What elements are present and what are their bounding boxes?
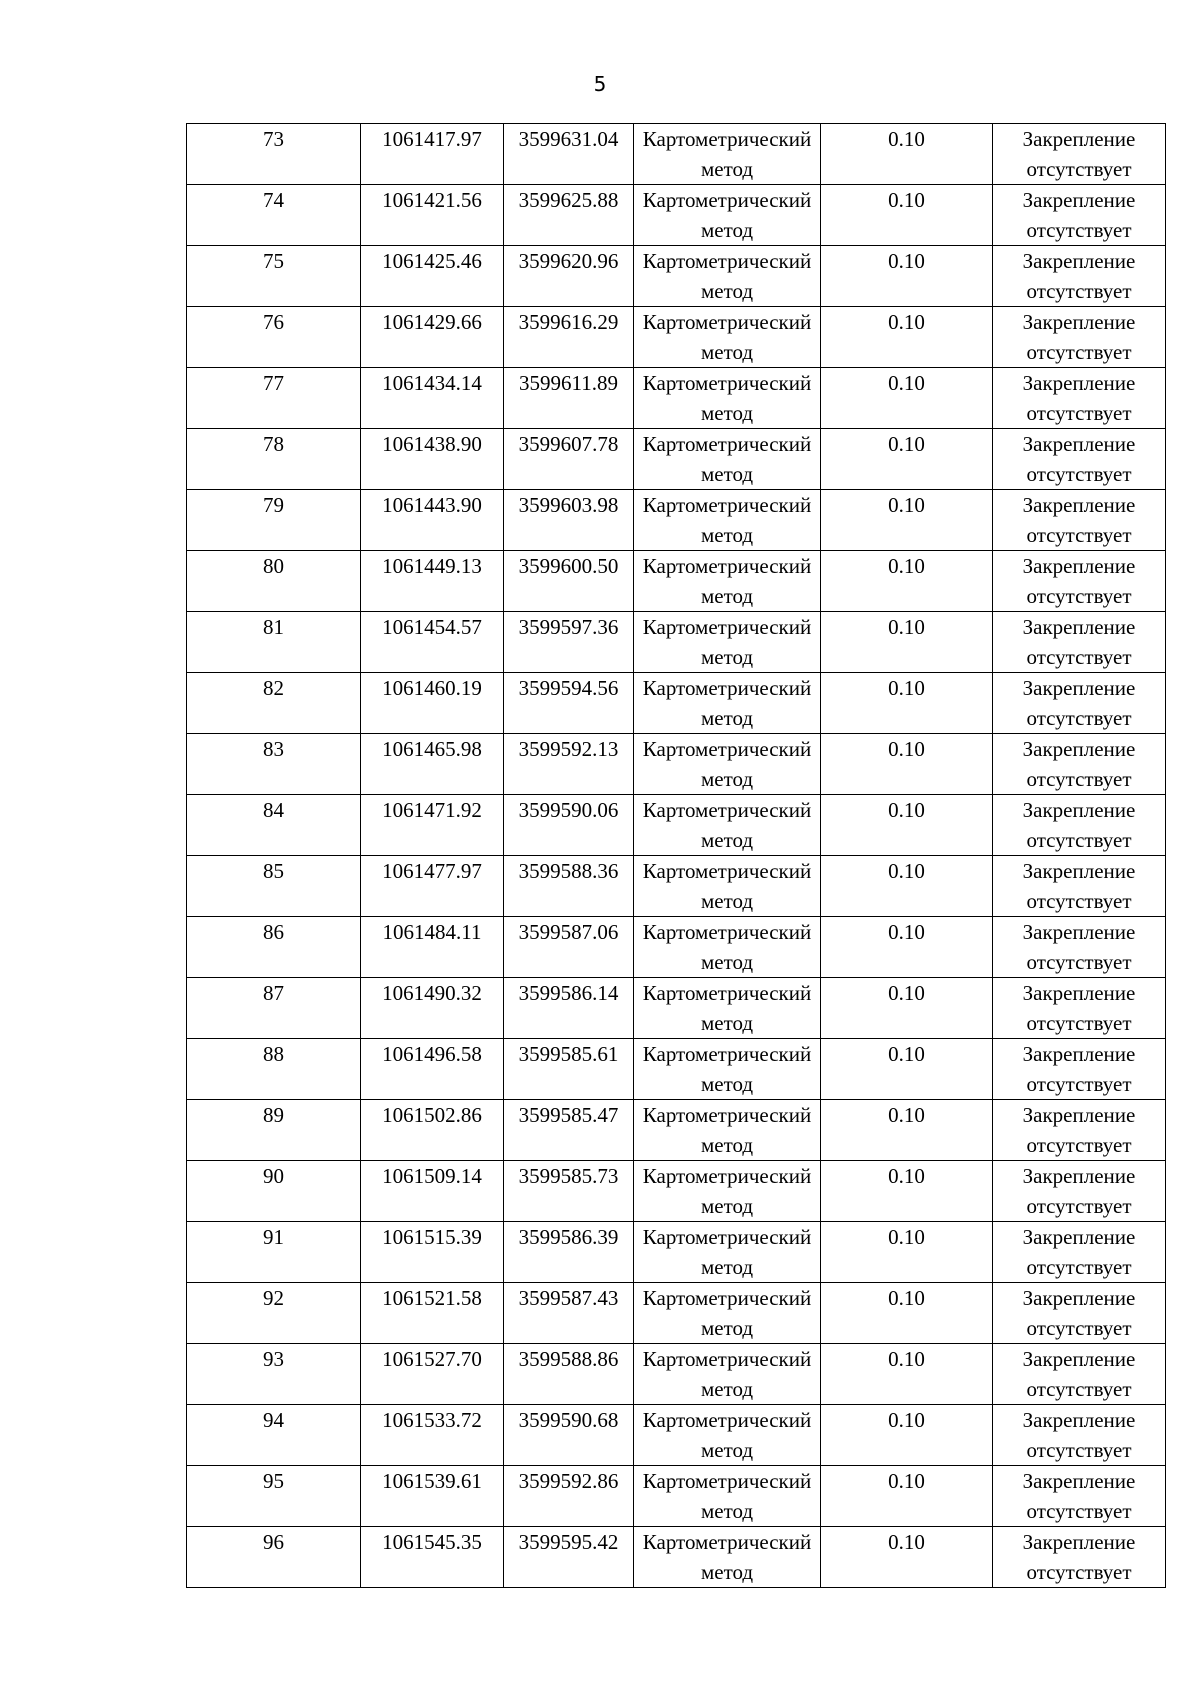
point-number-cell: 79: [187, 490, 361, 551]
method-line-1: Картометрический: [642, 615, 812, 639]
fixing-cell: [993, 124, 1166, 185]
method-cell: [634, 185, 821, 246]
table-row: [187, 1283, 1166, 1344]
accuracy-cell: 0.10: [821, 917, 993, 978]
fixing-line-1: Закрепление: [1022, 981, 1136, 1005]
fixing-cell: [993, 1344, 1166, 1405]
fixing-line-2: отсутствует: [1026, 828, 1132, 852]
fixing-line-2: отсутствует: [1026, 279, 1132, 303]
fixing-line-1: Закрепление: [1022, 1469, 1136, 1493]
method-line-2: метод: [700, 1438, 754, 1462]
method-line-2: метод: [700, 218, 754, 242]
fixing-cell: [993, 1222, 1166, 1283]
fixing-line-1: Закрепление: [1022, 1225, 1136, 1249]
y-coordinate-cell: 3599611.89: [504, 368, 634, 429]
point-number-cell: 86: [187, 917, 361, 978]
table-row: [187, 307, 1166, 368]
accuracy-cell: 0.10: [821, 1161, 993, 1222]
x-coordinate-cell: 1061460.19: [361, 673, 504, 734]
fixing-cell: [993, 429, 1166, 490]
fixing-cell: [993, 856, 1166, 917]
x-coordinate-cell: 1061545.35: [361, 1527, 504, 1588]
fixing-line-2: отсутствует: [1026, 950, 1132, 974]
method-cell: [634, 917, 821, 978]
method-line-2: метод: [700, 645, 754, 669]
x-coordinate-cell: 1061438.90: [361, 429, 504, 490]
table-row: [187, 368, 1166, 429]
fixing-line-2: отсутствует: [1026, 1194, 1132, 1218]
accuracy-cell: 0.10: [821, 124, 993, 185]
method-line-1: Картометрический: [642, 493, 812, 517]
table-row: [187, 1405, 1166, 1466]
method-line-2: метод: [700, 1011, 754, 1035]
fixing-line-2: отсутствует: [1026, 1133, 1132, 1157]
table-row: [187, 978, 1166, 1039]
x-coordinate-cell: 1061496.58: [361, 1039, 504, 1100]
table-row: [187, 673, 1166, 734]
method-line-2: метод: [700, 462, 754, 486]
point-number-cell: 91: [187, 1222, 361, 1283]
fixing-line-1: Закрепление: [1022, 1408, 1136, 1432]
y-coordinate-cell: 3599587.43: [504, 1283, 634, 1344]
x-coordinate-cell: 1061509.14: [361, 1161, 504, 1222]
accuracy-cell: 0.10: [821, 551, 993, 612]
method-cell: [634, 1039, 821, 1100]
y-coordinate-cell: 3599597.36: [504, 612, 634, 673]
x-coordinate-cell: 1061490.32: [361, 978, 504, 1039]
fixing-line-2: отсутствует: [1026, 1438, 1132, 1462]
point-number-cell: 82: [187, 673, 361, 734]
table-row: [187, 795, 1166, 856]
method-line-2: метод: [700, 706, 754, 730]
x-coordinate-cell: 1061429.66: [361, 307, 504, 368]
method-line-1: Картометрический: [642, 737, 812, 761]
table-row: [187, 856, 1166, 917]
y-coordinate-cell: 3599594.56: [504, 673, 634, 734]
table-row: [187, 734, 1166, 795]
fixing-line-1: Закрепление: [1022, 1103, 1136, 1127]
fixing-line-2: отсутствует: [1026, 1072, 1132, 1096]
x-coordinate-cell: 1061471.92: [361, 795, 504, 856]
accuracy-cell: 0.10: [821, 1100, 993, 1161]
fixing-line-1: Закрепление: [1022, 493, 1136, 517]
fixing-line-1: Закрепление: [1022, 310, 1136, 334]
method-cell: [634, 429, 821, 490]
method-line-2: метод: [700, 157, 754, 181]
y-coordinate-cell: 3599585.73: [504, 1161, 634, 1222]
point-number-cell: 74: [187, 185, 361, 246]
fixing-cell: [993, 1039, 1166, 1100]
table-row: [187, 917, 1166, 978]
x-coordinate-cell: 1061515.39: [361, 1222, 504, 1283]
method-cell: [634, 1161, 821, 1222]
method-cell: [634, 1100, 821, 1161]
x-coordinate-cell: 1061449.13: [361, 551, 504, 612]
point-number-cell: 77: [187, 368, 361, 429]
fixing-line-1: Закрепление: [1022, 1042, 1136, 1066]
accuracy-cell: 0.10: [821, 1344, 993, 1405]
method-cell: [634, 246, 821, 307]
fixing-line-1: Закрепление: [1022, 737, 1136, 761]
method-line-2: метод: [700, 1499, 754, 1523]
fixing-line-1: Закрепление: [1022, 1347, 1136, 1371]
method-cell: [634, 1222, 821, 1283]
method-line-1: Картометрический: [642, 554, 812, 578]
method-cell: [634, 795, 821, 856]
accuracy-cell: 0.10: [821, 246, 993, 307]
fixing-line-2: отсутствует: [1026, 645, 1132, 669]
fixing-cell: [993, 612, 1166, 673]
x-coordinate-cell: 1061484.11: [361, 917, 504, 978]
fixing-line-1: Закрепление: [1022, 432, 1136, 456]
point-number-cell: 89: [187, 1100, 361, 1161]
method-cell: [634, 124, 821, 185]
y-coordinate-cell: 3599625.88: [504, 185, 634, 246]
y-coordinate-cell: 3599616.29: [504, 307, 634, 368]
fixing-line-2: отсутствует: [1026, 340, 1132, 364]
point-number-cell: 75: [187, 246, 361, 307]
fixing-line-1: Закрепление: [1022, 1530, 1136, 1554]
accuracy-cell: 0.10: [821, 1283, 993, 1344]
method-cell: [634, 673, 821, 734]
table-row: [187, 1222, 1166, 1283]
method-cell: [634, 1405, 821, 1466]
y-coordinate-cell: 3599600.50: [504, 551, 634, 612]
method-cell: [634, 1527, 821, 1588]
method-line-1: Картометрический: [642, 1408, 812, 1432]
fixing-cell: [993, 1405, 1166, 1466]
point-number-cell: 94: [187, 1405, 361, 1466]
fixing-cell: [993, 368, 1166, 429]
x-coordinate-cell: 1061465.98: [361, 734, 504, 795]
accuracy-cell: 0.10: [821, 734, 993, 795]
method-line-2: метод: [700, 889, 754, 913]
y-coordinate-cell: 3599588.36: [504, 856, 634, 917]
table-row: [187, 246, 1166, 307]
method-line-2: метод: [700, 1194, 754, 1218]
coordinates-table: [186, 123, 1166, 1588]
accuracy-cell: 0.10: [821, 795, 993, 856]
method-line-2: метод: [700, 1072, 754, 1096]
table-row: [187, 185, 1166, 246]
method-line-2: метод: [700, 1316, 754, 1340]
x-coordinate-cell: 1061421.56: [361, 185, 504, 246]
table-row: [187, 1466, 1166, 1527]
fixing-cell: [993, 307, 1166, 368]
table-row: [187, 1344, 1166, 1405]
method-cell: [634, 1466, 821, 1527]
method-line-2: метод: [700, 279, 754, 303]
fixing-cell: [993, 490, 1166, 551]
fixing-cell: [993, 1527, 1166, 1588]
method-line-1: Картометрический: [642, 1469, 812, 1493]
method-line-2: метод: [700, 1133, 754, 1157]
table-row: [187, 124, 1166, 185]
method-line-1: Картометрический: [642, 920, 812, 944]
fixing-line-1: Закрепление: [1022, 615, 1136, 639]
method-cell: [634, 856, 821, 917]
fixing-line-2: отсутствует: [1026, 889, 1132, 913]
method-line-1: Картометрический: [642, 127, 812, 151]
fixing-line-1: Закрепление: [1022, 676, 1136, 700]
fixing-line-2: отсутствует: [1026, 218, 1132, 242]
fixing-cell: [993, 185, 1166, 246]
method-line-1: Картометрический: [642, 1347, 812, 1371]
method-line-2: метод: [700, 523, 754, 547]
method-line-2: метод: [700, 340, 754, 364]
method-line-1: Картометрический: [642, 981, 812, 1005]
y-coordinate-cell: 3599585.47: [504, 1100, 634, 1161]
accuracy-cell: 0.10: [821, 1039, 993, 1100]
fixing-cell: [993, 246, 1166, 307]
method-cell: [634, 490, 821, 551]
y-coordinate-cell: 3599585.61: [504, 1039, 634, 1100]
y-coordinate-cell: 3599587.06: [504, 917, 634, 978]
point-number-cell: 81: [187, 612, 361, 673]
method-line-1: Картометрический: [642, 1042, 812, 1066]
accuracy-cell: 0.10: [821, 368, 993, 429]
method-cell: [634, 734, 821, 795]
accuracy-cell: 0.10: [821, 307, 993, 368]
method-line-2: метод: [700, 767, 754, 791]
fixing-line-1: Закрепление: [1022, 127, 1136, 151]
y-coordinate-cell: 3599590.68: [504, 1405, 634, 1466]
fixing-line-1: Закрепление: [1022, 920, 1136, 944]
accuracy-cell: 0.10: [821, 978, 993, 1039]
y-coordinate-cell: 3599590.06: [504, 795, 634, 856]
fixing-cell: [993, 978, 1166, 1039]
point-number-cell: 85: [187, 856, 361, 917]
fixing-line-1: Закрепление: [1022, 859, 1136, 883]
table-row: [187, 490, 1166, 551]
fixing-line-1: Закрепление: [1022, 554, 1136, 578]
fixing-line-1: Закрепление: [1022, 188, 1136, 212]
fixing-line-2: отсутствует: [1026, 1255, 1132, 1279]
method-line-1: Картометрический: [642, 1530, 812, 1554]
x-coordinate-cell: 1061425.46: [361, 246, 504, 307]
fixing-line-1: Закрепление: [1022, 1286, 1136, 1310]
method-cell: [634, 551, 821, 612]
method-line-1: Картометрический: [642, 1225, 812, 1249]
accuracy-cell: 0.10: [821, 490, 993, 551]
method-cell: [634, 1283, 821, 1344]
fixing-cell: [993, 1466, 1166, 1527]
x-coordinate-cell: 1061539.61: [361, 1466, 504, 1527]
table-row: [187, 1039, 1166, 1100]
method-cell: [634, 307, 821, 368]
method-line-1: Картометрический: [642, 432, 812, 456]
x-coordinate-cell: 1061521.58: [361, 1283, 504, 1344]
y-coordinate-cell: 3599586.14: [504, 978, 634, 1039]
method-line-1: Картометрический: [642, 310, 812, 334]
fixing-line-2: отсутствует: [1026, 462, 1132, 486]
fixing-cell: [993, 917, 1166, 978]
fixing-line-2: отсутствует: [1026, 1377, 1132, 1401]
accuracy-cell: 0.10: [821, 429, 993, 490]
fixing-line-2: отсутствует: [1026, 1316, 1132, 1340]
fixing-line-2: отсутствует: [1026, 706, 1132, 730]
fixing-line-2: отсутствует: [1026, 584, 1132, 608]
fixing-cell: [993, 551, 1166, 612]
fixing-line-2: отсутствует: [1026, 1011, 1132, 1035]
method-cell: [634, 612, 821, 673]
method-line-2: метод: [700, 584, 754, 608]
fixing-line-2: отсутствует: [1026, 401, 1132, 425]
method-line-1: Картометрический: [642, 859, 812, 883]
x-coordinate-cell: 1061502.86: [361, 1100, 504, 1161]
table-row: [187, 612, 1166, 673]
method-line-1: Картометрический: [642, 1286, 812, 1310]
y-coordinate-cell: 3599588.86: [504, 1344, 634, 1405]
accuracy-cell: 0.10: [821, 1527, 993, 1588]
x-coordinate-cell: 1061477.97: [361, 856, 504, 917]
method-line-2: метод: [700, 828, 754, 852]
coordinates-table-body: [187, 124, 1166, 1588]
fixing-cell: [993, 734, 1166, 795]
fixing-line-1: Закрепление: [1022, 798, 1136, 822]
fixing-cell: [993, 1161, 1166, 1222]
point-number-cell: 73: [187, 124, 361, 185]
point-number-cell: 87: [187, 978, 361, 1039]
method-line-1: Картометрический: [642, 371, 812, 395]
x-coordinate-cell: 1061527.70: [361, 1344, 504, 1405]
accuracy-cell: 0.10: [821, 185, 993, 246]
fixing-cell: [993, 1100, 1166, 1161]
y-coordinate-cell: 3599586.39: [504, 1222, 634, 1283]
table-row: [187, 1100, 1166, 1161]
fixing-line-2: отсутствует: [1026, 523, 1132, 547]
point-number-cell: 95: [187, 1466, 361, 1527]
y-coordinate-cell: 3599631.04: [504, 124, 634, 185]
method-cell: [634, 1344, 821, 1405]
fixing-cell: [993, 795, 1166, 856]
method-cell: [634, 368, 821, 429]
point-number-cell: 76: [187, 307, 361, 368]
table-row: [187, 429, 1166, 490]
x-coordinate-cell: 1061443.90: [361, 490, 504, 551]
fixing-line-2: отсутствует: [1026, 157, 1132, 181]
y-coordinate-cell: 3599620.96: [504, 246, 634, 307]
point-number-cell: 80: [187, 551, 361, 612]
method-line-1: Картометрический: [642, 1103, 812, 1127]
y-coordinate-cell: 3599595.42: [504, 1527, 634, 1588]
accuracy-cell: 0.10: [821, 856, 993, 917]
fixing-line-1: Закрепление: [1022, 371, 1136, 395]
method-line-2: метод: [700, 401, 754, 425]
method-line-2: метод: [700, 1560, 754, 1584]
fixing-line-1: Закрепление: [1022, 1164, 1136, 1188]
page-number: 5: [593, 72, 607, 96]
method-line-1: Картометрический: [642, 1164, 812, 1188]
y-coordinate-cell: 3599592.13: [504, 734, 634, 795]
method-line-1: Картометрический: [642, 676, 812, 700]
point-number-cell: 93: [187, 1344, 361, 1405]
y-coordinate-cell: 3599607.78: [504, 429, 634, 490]
accuracy-cell: 0.10: [821, 673, 993, 734]
method-line-2: метод: [700, 950, 754, 974]
table-row: [187, 1527, 1166, 1588]
y-coordinate-cell: 3599592.86: [504, 1466, 634, 1527]
x-coordinate-cell: 1061454.57: [361, 612, 504, 673]
method-line-1: Картометрический: [642, 798, 812, 822]
y-coordinate-cell: 3599603.98: [504, 490, 634, 551]
point-number-cell: 84: [187, 795, 361, 856]
fixing-line-2: отсутствует: [1026, 1499, 1132, 1523]
method-line-2: метод: [700, 1377, 754, 1401]
point-number-cell: 88: [187, 1039, 361, 1100]
point-number-cell: 83: [187, 734, 361, 795]
table-row: [187, 551, 1166, 612]
fixing-cell: [993, 673, 1166, 734]
fixing-line-2: отсутствует: [1026, 1560, 1132, 1584]
accuracy-cell: 0.10: [821, 1222, 993, 1283]
accuracy-cell: 0.10: [821, 1405, 993, 1466]
accuracy-cell: 0.10: [821, 1466, 993, 1527]
method-line-2: метод: [700, 1255, 754, 1279]
fixing-line-1: Закрепление: [1022, 249, 1136, 273]
x-coordinate-cell: 1061417.97: [361, 124, 504, 185]
method-line-1: Картометрический: [642, 249, 812, 273]
table-row: [187, 1161, 1166, 1222]
method-line-1: Картометрический: [642, 188, 812, 212]
method-cell: [634, 978, 821, 1039]
point-number-cell: 78: [187, 429, 361, 490]
x-coordinate-cell: 1061533.72: [361, 1405, 504, 1466]
fixing-cell: [993, 1283, 1166, 1344]
x-coordinate-cell: 1061434.14: [361, 368, 504, 429]
accuracy-cell: 0.10: [821, 612, 993, 673]
point-number-cell: 90: [187, 1161, 361, 1222]
fixing-line-2: отсутствует: [1026, 767, 1132, 791]
point-number-cell: 96: [187, 1527, 361, 1588]
point-number-cell: 92: [187, 1283, 361, 1344]
